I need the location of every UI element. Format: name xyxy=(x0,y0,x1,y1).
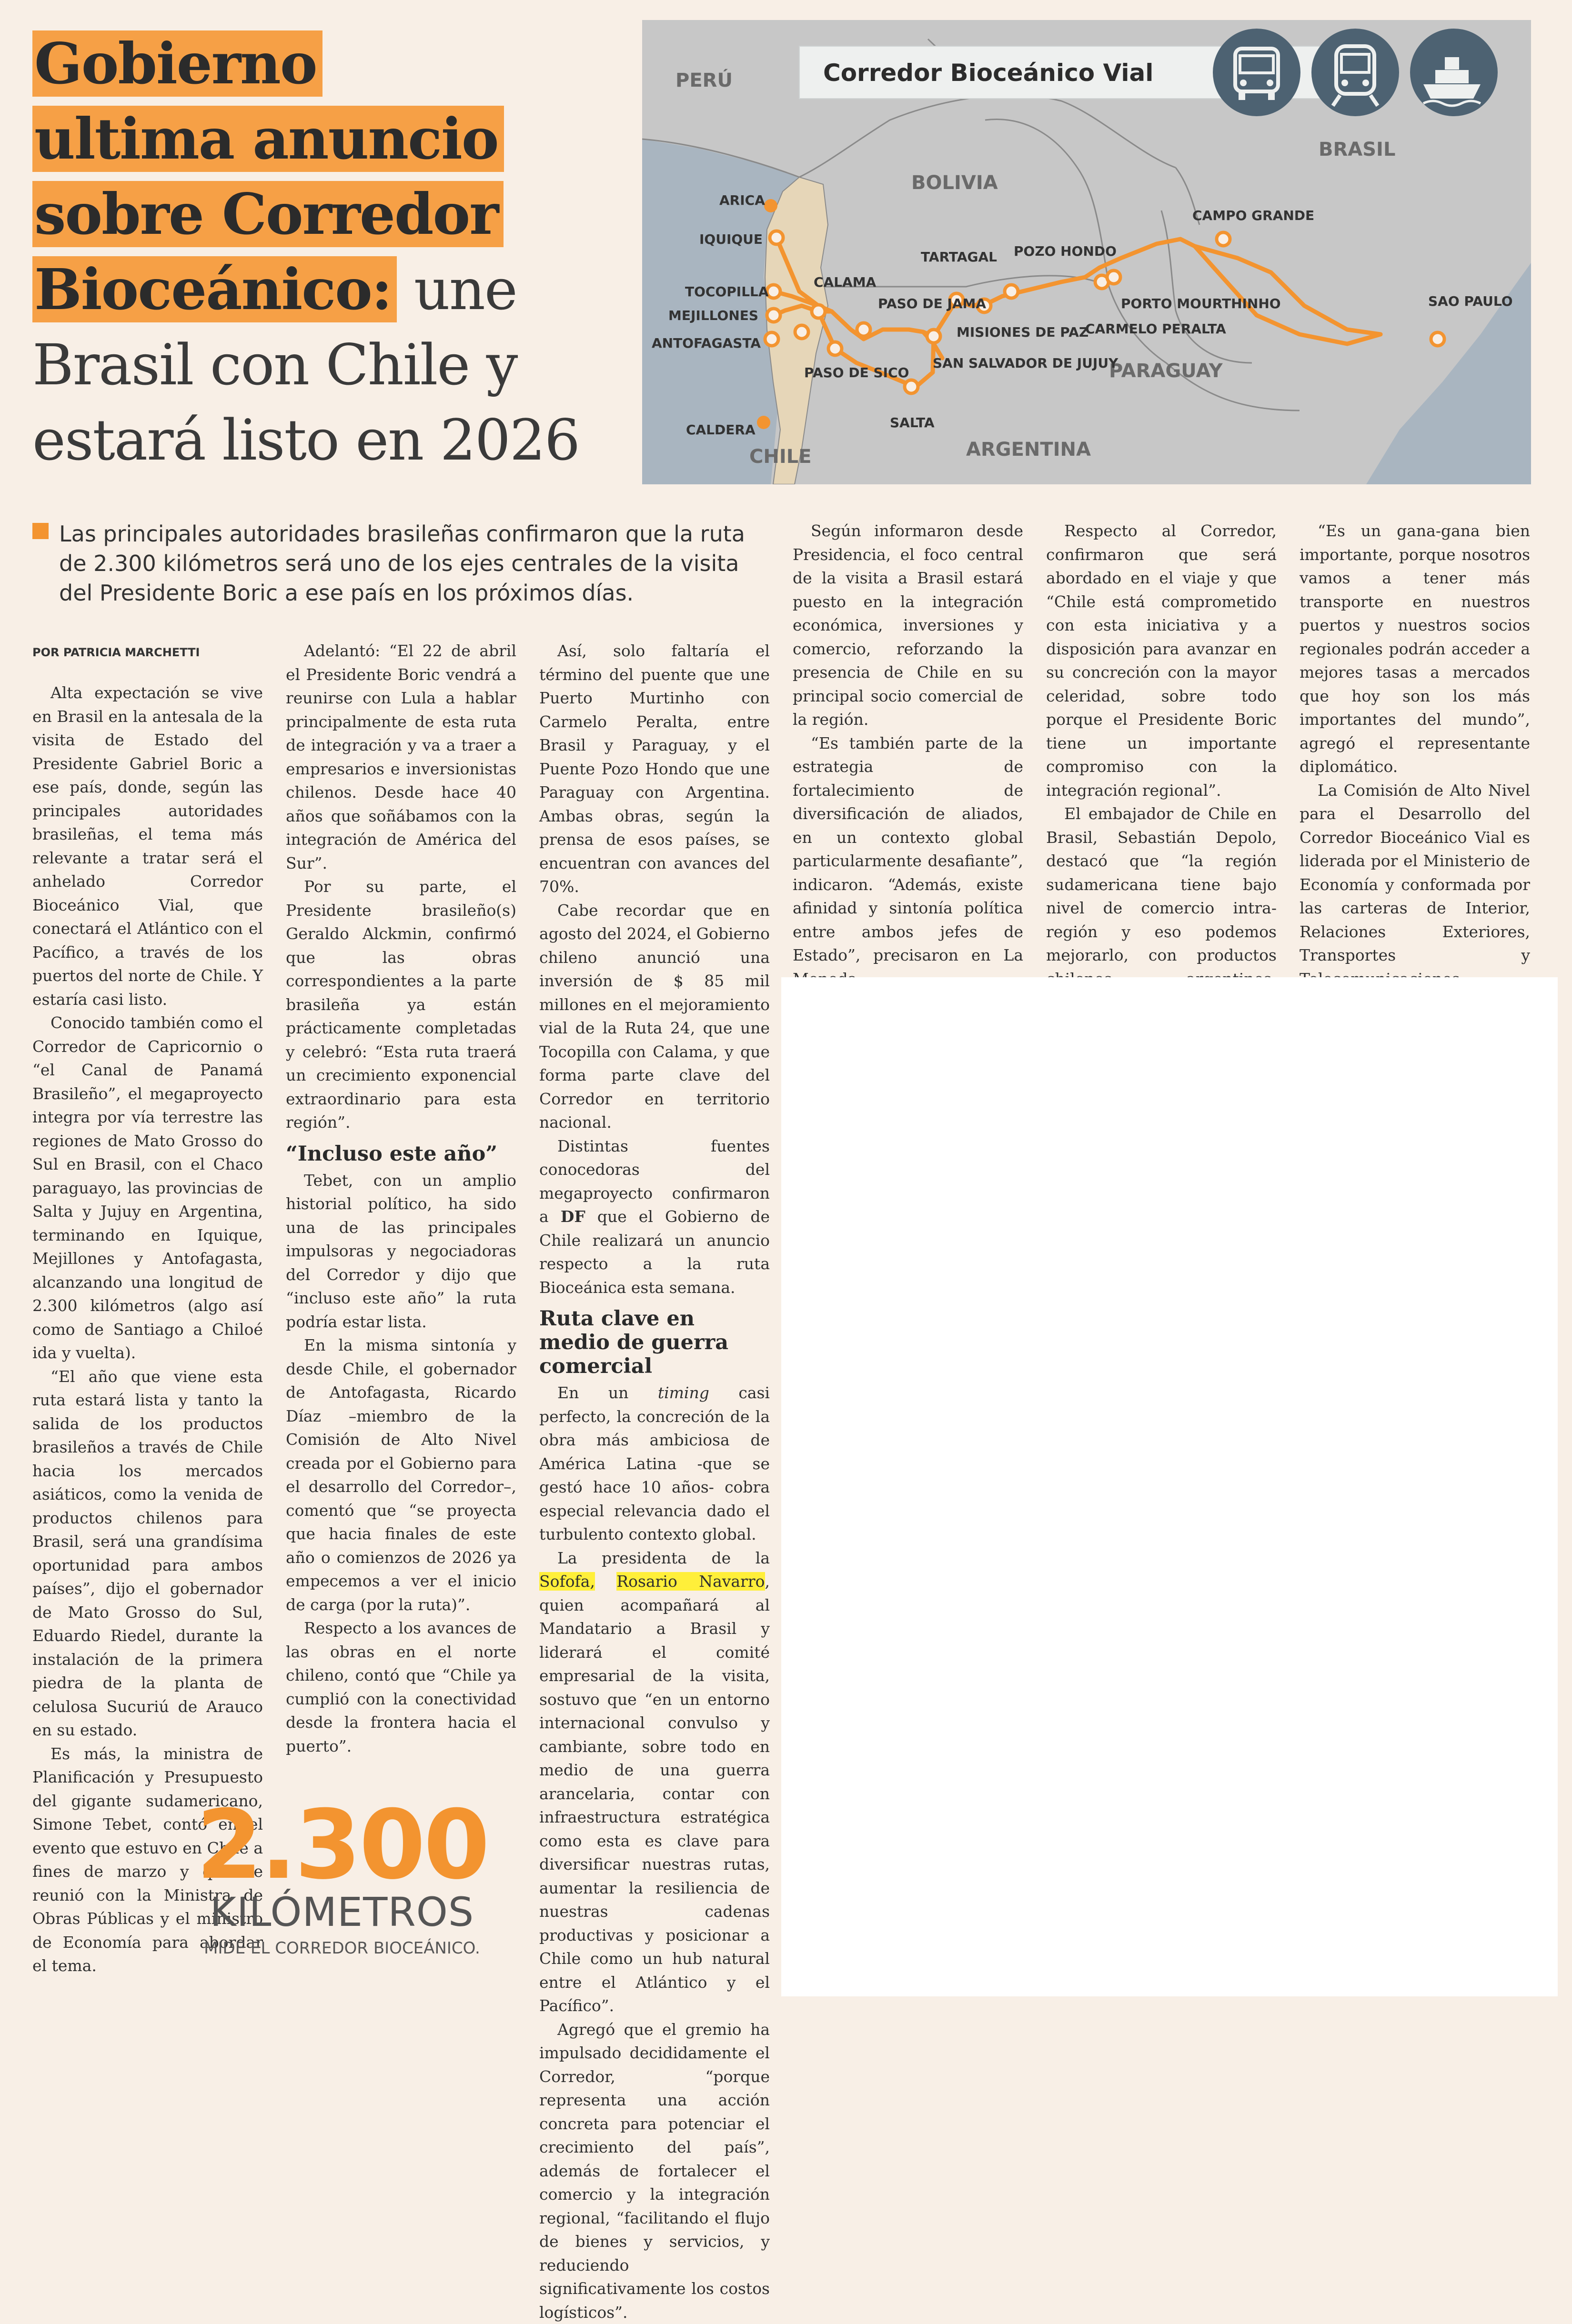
train-icon xyxy=(1311,29,1399,116)
city-label: CALDERA xyxy=(686,422,756,438)
city-label: SAO PAULO xyxy=(1428,293,1513,309)
city-label: MEJILLONES xyxy=(668,308,758,323)
bus-icon xyxy=(1213,29,1300,116)
caldera-marker xyxy=(757,416,770,429)
text-run: que el Gobierno de Chile realizará un anuncio respecto a la ruta Bioceánica esta semana. xyxy=(539,1207,770,1297)
route-map xyxy=(642,20,1531,484)
city-label: IQUIQUE xyxy=(699,231,763,247)
stop-marker xyxy=(1217,232,1230,246)
ship-icon xyxy=(1410,29,1498,116)
text-run: Distintas fuentes conocedoras del megaproyecto confirmaron a xyxy=(539,1137,770,1226)
arica-marker xyxy=(764,199,777,212)
city-label: PASO DE SICO xyxy=(804,365,909,381)
text-run: casi perfecto, la concreción de la obra más ambiciosa de América Latina -que se gestó hace 10 años- cobra especial relevancia dado el turbulento contexto global. xyxy=(539,1383,770,1543)
headline-text: une xyxy=(397,257,516,322)
headline-highlight: Gobierno xyxy=(32,30,322,97)
city-label: POZO HONDO xyxy=(1014,243,1117,259)
paragraph: “Es también parte de la estrategia de fortalecimiento de diversificación de aliados, en un contexto global particularmente desafiante”, indicaron. “Además, existe afinidad y sintonía política entre ambos jefes de Estado”, precisaron en La xyxy=(793,731,1023,991)
paragraph: Adelantó: “El 22 de abril el Presidente Boric vendrá a reunirse con Lula a hablar principalmente de esta ruta de integración y va a traer a empresarios e inversionistas chilenos. Desde hace 40 años que soñábamos con la integración de América del Sur”. xyxy=(286,639,516,875)
paragraph: “Es un gana-gana bien importante, porque nosotros vamos a tener más transporte en nuestros puertos y nuestros socios regionales podrán acceder a mejores tasas a mercados que hoy son los más importantes del mundo”, agregó el representante diplomático. xyxy=(1300,519,1530,779)
paragraph: Respecto a los avances de las obras en el norte chileno, contó que “Chile ya cumplió con la conectividad desde la frontera hacia el puerto”. xyxy=(286,1616,516,1758)
city-label: CALAMA xyxy=(814,274,877,290)
country-label: BRASIL xyxy=(1319,139,1395,160)
stop-marker xyxy=(795,325,808,339)
map-graphic xyxy=(642,20,1531,484)
paragraph: Conocido también como el Corredor de Capricornio o “el Canal de Panamá Brasileño”, el megaproyecto integra por vía terrestre las regiones de Mato Grosso do Sul en Brasil, con el Chaco paraguayo, las provincias de Salta y Jujuy en Argentina, terminando en Iquique, Mejillones y Antofagasta, alcanzando una longitud de 2.300 kilómetros (algo así como de Santiago a Chiloé ida y vuelta). xyxy=(32,1011,263,1365)
city-label: PASO DE JAMA xyxy=(878,296,986,311)
paragraph: Tebet, con un amplio historial político, ha sido una de las principales impulsoras y negociadoras del Corredor y dijo que “incluso este año” la ruta podría estar lista. xyxy=(286,1169,516,1334)
text-run: , quien acompañará al Mandatario a Brasil y liderará el comité empresarial de la visita, sostuvo que “en un entorno internacional convulso y cambiante, sobre todo en medio de una guerra arancelaria, contar con infraestructura estratégica como esta es clave para diversificar nuestras rutas, aumentar la resiliencia de nuestras cadenas productivas y posicionar a Chile como un hub natural entre el Atlántico y el Pacífico”. xyxy=(539,1572,770,2015)
city-label: SALTA xyxy=(890,415,935,431)
paragraph: Alta expectación se vive en Brasil en la antesala de la visita de Estado del Presidente Gabriel Boric a ese país, donde, según las principales autoridades brasileñas, el tema más relevante a tratar será el anhelado Corredor Bioceánico Vial, que conectará el Atlántico con el Pacífico, a través de los puertos del norte de Chile. Y estaría casi listo. xyxy=(32,681,263,1011)
paragraph: Así, solo faltaría el término del puente que une Puerto Murtinho con Carmelo Peralta, entre Brasil y Paraguay, y el Puente Pozo Hondo que une Paraguay con Argentina. Ambas obras, según la prensa de esos países, se encuentran con avances del 70%. xyxy=(539,639,770,899)
lede xyxy=(32,519,766,608)
headline-text: estará listo en 2026 xyxy=(32,407,579,473)
paragraph: Según informaron desde Presidencia, el foco central de la visita a Brasil estará puesto en la integración económica, inversiones y comercio, reforzando la presencia de Chile en su principal socio comercial de la región. xyxy=(793,519,1023,731)
stop-marker xyxy=(905,380,918,393)
headline-text: Brasil con Chile y xyxy=(32,332,517,398)
stop-marker xyxy=(1107,270,1120,284)
df-mention: DF xyxy=(561,1207,585,1226)
paragraph: La Comisión de Alto Nivel para el Desarrollo del Corredor Bioceánico Vial es liderada por el Ministerio de Economía y conformada por las carteras de Interior, Relaciones Exteriores, Transportes y xyxy=(1300,779,1530,1062)
headline-highlight: sobre Corredor xyxy=(32,181,504,247)
stat-number: 2.300 xyxy=(32,1800,652,1891)
highlighted-term: Rosario Navarro xyxy=(616,1572,765,1591)
border-line xyxy=(1161,210,1252,363)
stop-marker xyxy=(857,323,870,336)
article-column xyxy=(539,639,770,2324)
city-label: TARTAGAL xyxy=(921,249,997,265)
country-label: BOLIVIA xyxy=(911,172,998,194)
map-title: Corredor Bioceánico Vial xyxy=(823,59,1153,87)
stop-marker xyxy=(770,231,783,244)
subheading: Ruta clave en medio de guerra comercial xyxy=(539,1307,770,1378)
city-label: ARICA xyxy=(719,192,765,208)
route-line xyxy=(832,311,934,339)
lede-text: Las principales autoridades brasileñas confirmaron que la ruta de 2.300 kilómetros será uno de los ejes centrales de la visita del Presidente Boric a ese país en los próximos días. xyxy=(59,519,766,608)
subheading: “Incluso este año” xyxy=(286,1142,516,1166)
stop-marker xyxy=(927,330,940,343)
byline: POR PATRICIA MARCHETTI xyxy=(32,646,200,659)
italic-term: timing xyxy=(658,1383,709,1402)
article-column xyxy=(286,639,516,1758)
paragraph: El embajador de Chile en Brasil, Sebastián Depolo, destacó que “la región sudamericana tiene bajo nivel de comercio intra-región y eso podemos mejorarlo, con productos xyxy=(1046,802,1277,1062)
stop-marker xyxy=(767,285,780,298)
headline-highlight: Bioceánico: xyxy=(32,256,397,322)
paragraph: Por su parte, el Presidente brasileño(s) Geraldo Alckmin, confirmó que las obras correspondientes a la parte brasileña ya están prácticamente completadas y celebró: “Esta ruta traerá un crecimiento exponencial extraordinario para esta región”. xyxy=(286,875,516,1134)
city-label: PORTO MOURTHINHO xyxy=(1121,296,1281,311)
city-label xyxy=(878,296,986,311)
paragraph: Es más, la ministra de Planificación y Presupuesto del gigante sudamericano, Simone Tebet, contó en el evento que estuvo en Chile a fines de marzo y que se reunió con la Ministra de Obras Públicas y el ministro de Economía para abordar el tema. xyxy=(32,1742,263,1978)
stop-marker xyxy=(767,309,780,322)
text-run: La presidenta de la xyxy=(557,1549,770,1567)
city-label: CAMPO GRANDE xyxy=(1192,208,1314,223)
stop-marker xyxy=(1005,285,1018,298)
border-line xyxy=(985,119,1109,287)
article-column xyxy=(32,681,263,1978)
stop-marker xyxy=(812,305,825,318)
headline xyxy=(32,26,628,478)
stat-unit: KILÓMETROS xyxy=(32,1891,652,1933)
stop-marker xyxy=(1431,332,1444,346)
country-label: ARGENTINA xyxy=(966,439,1091,461)
stop-marker xyxy=(828,342,842,355)
paragraph: En la misma sintonía y desde Chile, el gobernador de Antofagasta, Ricardo Díaz –miembro de la Comisión de Alto Nivel creada por el Gobierno para el desarrollo del Corredor–, comentó que “se proyecta que hacia finales de este año o comienzos de 2026 ya empecemos a ver el inicio de carga (por la ruta)”. xyxy=(286,1333,516,1616)
article-column xyxy=(793,519,1023,991)
country-label: PERÚ xyxy=(675,69,733,91)
city-label: TOCOPILLA xyxy=(685,284,769,300)
country-label: CHILE xyxy=(749,446,812,468)
highlighted-term: Sofofa, xyxy=(539,1572,595,1591)
text-run: En un xyxy=(557,1383,658,1402)
city-label: SAN SALVADOR DE JUJUY xyxy=(933,355,1119,371)
bullet-square xyxy=(32,523,49,539)
paragraph: “El año que viene esta ruta estará lista y tanto la salida de los productos brasileños a través de Chile hacia los mercados asiáticos, como la venida de productos chilenos para Brasil, será una grandísima oportunidad para ambos países”, dijo el gobernador de Mato Grosso do Sul, Eduardo Riedel, durante la instalación de la primera piedra de la planta de celulosa Sucuriú de Arauco en su estado. xyxy=(32,1365,263,1742)
stat-description: MIDE EL CORREDOR BIOCEÁNICO. xyxy=(32,1936,652,1960)
paragraph: Cabe recordar que en agosto del 2024, el Gobierno chileno anunció una inversión de $ 85 mil millones en el mejoramiento vial de la Ruta 24, que une Tocopilla con Calama, y que forma parte clave del Corredor en territorio nacional. xyxy=(539,899,770,1134)
paragraph: Agregó que el gremio ha impulsado decididamente el Corredor, “porque representa una acción concreta para potenciar el crecimiento del país”, además de fortalecer el comercio y la integración regional, “facilitando el flujo de bienes y servicios, y reduciendo significativamente los costos logísticos”. xyxy=(539,2018,770,2324)
stat-callout xyxy=(32,1800,652,1960)
blank-area xyxy=(781,977,1558,1996)
country-label: PARAGUAY xyxy=(1109,360,1223,382)
city-label: CARMELO PERALTA xyxy=(1085,321,1226,337)
paragraph xyxy=(539,1134,770,1300)
headline-highlight: ultima anuncio xyxy=(32,106,504,172)
city-label: ANTOFAGASTA xyxy=(652,335,761,351)
city-label: MISIONES DE PAZ xyxy=(957,324,1088,340)
paragraph: Respecto al Corredor, confirmaron que será abordado en el viaje y que “Chile está comprometido con esta iniciativa y a disposición para avanzar en su concreción con la mayor celeridad, sobre todo porque el Presidente Boric tiene un importante compromiso con la integración regional”. xyxy=(1046,519,1277,802)
paragraph xyxy=(539,1381,770,1546)
stop-marker xyxy=(765,332,778,346)
